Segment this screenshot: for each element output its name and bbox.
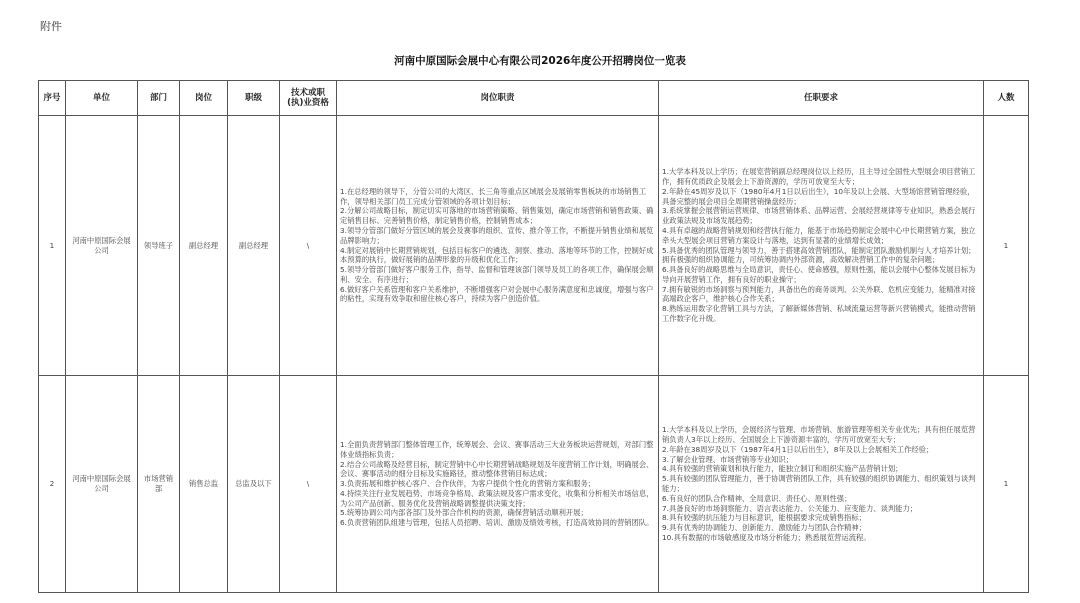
cell-duties: 1.全面负责营销部门整体管理工作，统筹展会、会议、赛事活动三大业务板块运营规划，对部门整体业绩指标负责； 2.结合公司战略及经营目标，制定营销中心中长期营销战略规划及年度营销工作计划，明确展会、会议、赛事活动的细分目标及实施路径，推动整体营销目标达成； 3.负责拓展和维护核心客户、合作伙伴，为客户提供个性化的营销方案和服务； 4.持续关注行业发展趋势、市场竞争格局、政策法规及客户需求变化，收集和分析相关市场信息，为公司产品创新、服务优化及营销战略调整提供决策支持； 5.统筹协调公司内部各部门及外部合作机构的资源，确保营销活动顺利开展； 6.负责营销团队组建与管理，包括人员招聘、培训、激励及绩效考核，打造高效协同的营销团队。 <box>337 376 659 593</box>
header-qualification: 技术或职(执)业资格 <box>280 81 337 116</box>
header-position: 岗位 <box>180 81 228 116</box>
cell-count: 1 <box>984 116 1029 376</box>
header-duties: 岗位职责 <box>337 81 659 116</box>
cell-level: 副总经理 <box>228 116 280 376</box>
cell-requirements: 1.大学本科及以上学历，会展经济与管理、市场营销、旅游管理等相关专业优先；具有担任展览营销负责人3年以上经历、全国展会上下游资源丰富的，学历可放宽至大专； 2.年龄在38周岁及以下（1987年4月1日以后出生），8年及以上会展相关工作经验； 3.了解会业管理、市场营销等专业知识； 4.具有较强的营销策划和执行能力，能独立制订和组织实施产品营销计划； 5.具有较强的团队管理能力，善于协调营销团队工作，具有较强的组织协调能力、组织策划与谈判能力； 6.有良好的团队合作精神、全局意识、责任心、原则性强； 7.具备良好的市场洞察能力、语言表达能力、公关能力、应变能力、谈判能力； 8.具有较强的抗压能力与目标意识，能根据要求完成销售指标； 9.具有优秀的协调能力、创新能力、激励能力与团队合作精神； 10.具有数据的市场敏感度及市场分析能力；熟悉展览营运流程。 <box>659 376 984 593</box>
attachment-label: 附件 <box>40 20 62 33</box>
cell-position: 副总经理 <box>180 116 228 376</box>
recruitment-table <box>38 80 1029 593</box>
cell-index: 1 <box>39 116 66 376</box>
header-level: 职级 <box>228 81 280 116</box>
header-unit: 单位 <box>66 81 138 116</box>
table-header-row <box>39 81 1029 116</box>
header-requirements: 任职要求 <box>659 81 984 116</box>
header-count: 人数 <box>984 81 1029 116</box>
cell-department: 市场营销部 <box>138 376 180 593</box>
cell-department: 领导班子 <box>138 116 180 376</box>
cell-position: 销售总监 <box>180 376 228 593</box>
cell-qualification: \ <box>280 376 337 593</box>
cell-level: 总监及以下 <box>228 376 280 593</box>
table-row <box>39 376 1029 593</box>
cell-unit: 河南中原国际会展公司 <box>66 376 138 593</box>
table-row <box>39 116 1029 376</box>
cell-index: 2 <box>39 376 66 593</box>
cell-requirements: 1.大学本科及以上学历；在展览营销副总经理岗位以上经历，且主导过全国性大型展会项目营销工作，拥有优质政企及展会上下游资源的，学历可放宽至大专； 2.年龄在45周岁及以下（1980年4月1日以后出生），10年及以上会展、大型场馆营销管理经验，具备完整的展会项目全周期营销操盘经历； 3.系统掌握会展营销运营规律、市场营销体系、品牌运营、会展经营规律等专业知识，熟悉会展行业政策法规及市场发展趋势； 4.具有卓越的战略营销规划和经营执行能力，能基于市场趋势制定会展中心中长期营销方案，独立牵头大型展会项目营销方案设计与落地，达到有显著的业绩增长成效； 5.具备优秀的团队管理与领导力，善于搭建高效营销团队，能制定团队激励机制与人才培养计划；拥有极强的组织协调能力，可统筹协调内外部资源，高效解决营销工作中的复杂问题； 6.具备良好的战略思维与全局意识，责任心、使命感强，原则性强，能以会展中心整体发展目标为导向开展营销工作，拥有良好的职业操守； 7.拥有敏锐的市场洞察与预判能力，具备出色的商务谈判、公关外联、危机应变能力，能精准对接高端政企客户，维护核心合作关系； 8.熟练运用数字化营销工具与方法，了解新媒体营销、私域流量运营等新兴营销模式，能推动营销工作数字化升级。 <box>659 116 984 376</box>
cell-unit: 河南中原国际会展公司 <box>66 116 138 376</box>
cell-duties: 1.在总经理的领导下，分管公司的大湾区、长三角等重点区域展会及展销零售板块的市场销售工作，领导相关部门员工完成分管领域的各项计划目标； 2.分解公司战略目标，制定切实可落地的市场营销策略、销售策划，确定市场营销和销售政策、确定销售目标、完善销售价格，制定销售价格，控制销售成本； 3.领导分管部门做好分管区域的展会及赛事的组织、宣传、推介等工作，不断提升销售业绩和展览品牌影响力； 4.制定对展销中长期营销规划，包括目标客户的遴选、洞察、推动、落地等环节的工作，控制好成本预算的执行，做好展销的品牌形象的升级和优化工作； 5.领导分管部门做好客户服务工作，指导、监督和管理该部门领导及员工的各项工作，确保展会顺利、安全、有序进行； 6.做好客户关系管理和客户关系维护，不断增强客户对会展中心服务满意度和忠诚度，增强与客户的粘性，实现有效争取和留住核心客户，持续为客户创造价值。 <box>337 116 659 376</box>
cell-qualification: \ <box>280 116 337 376</box>
document-title: 河南中原国际会展中心有限公司2026年度公开招聘岗位一览表 <box>394 55 686 67</box>
cell-count: 1 <box>984 376 1029 593</box>
header-department: 部门 <box>138 81 180 116</box>
header-index: 序号 <box>39 81 66 116</box>
